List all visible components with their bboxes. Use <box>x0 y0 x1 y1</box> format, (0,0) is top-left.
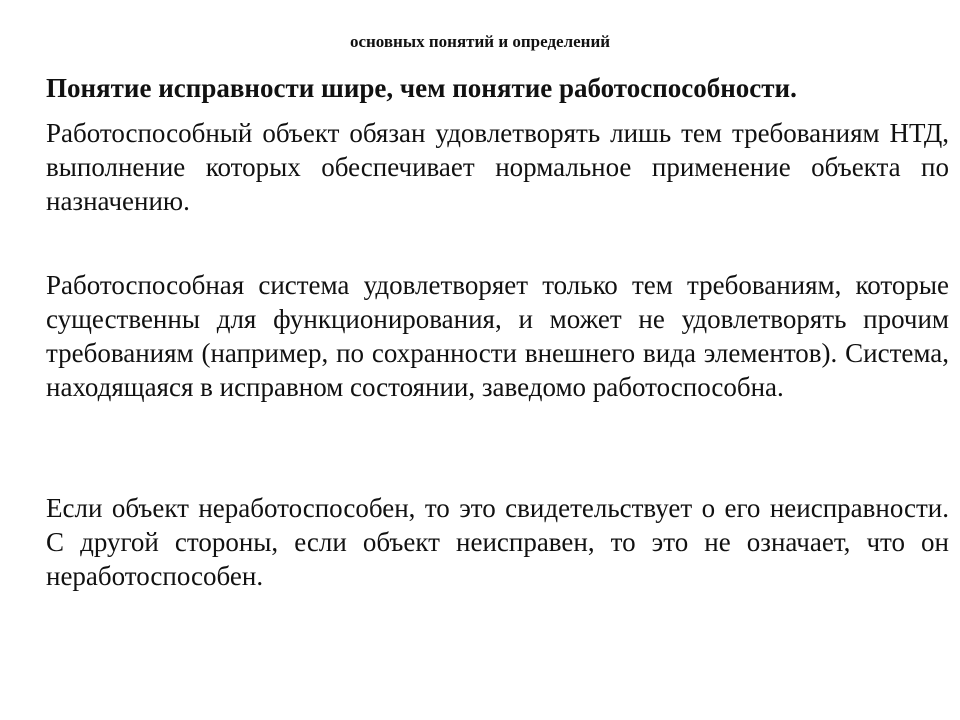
paragraph-3: Если объект неработоспособен, то это свидетельствует о его неисправности. С другой стороны, если объект неисправен, то это не означает, что он неработоспособен. <box>46 493 949 591</box>
lead-statement: Понятие исправности шире, чем понятие работоспособности. <box>46 73 797 103</box>
paragraph-1: Работоспособный объект обязан удовлетворять лишь тем требованиям НТД, выполнение которых обеспечивает нормальное применение объекта по назначению. <box>46 118 949 216</box>
paragraph-2: Работоспособная система удовлетворяет только тем требованиям, которые существенны для функционирования, и может не удовлетворять прочим требованиям (например, по сохранности внешнего вида элементов). Система, находящаяся в исправном состоянии, заведомо работоспособна. <box>46 270 949 402</box>
slide-header: основных понятий и определений <box>349 32 611 51</box>
